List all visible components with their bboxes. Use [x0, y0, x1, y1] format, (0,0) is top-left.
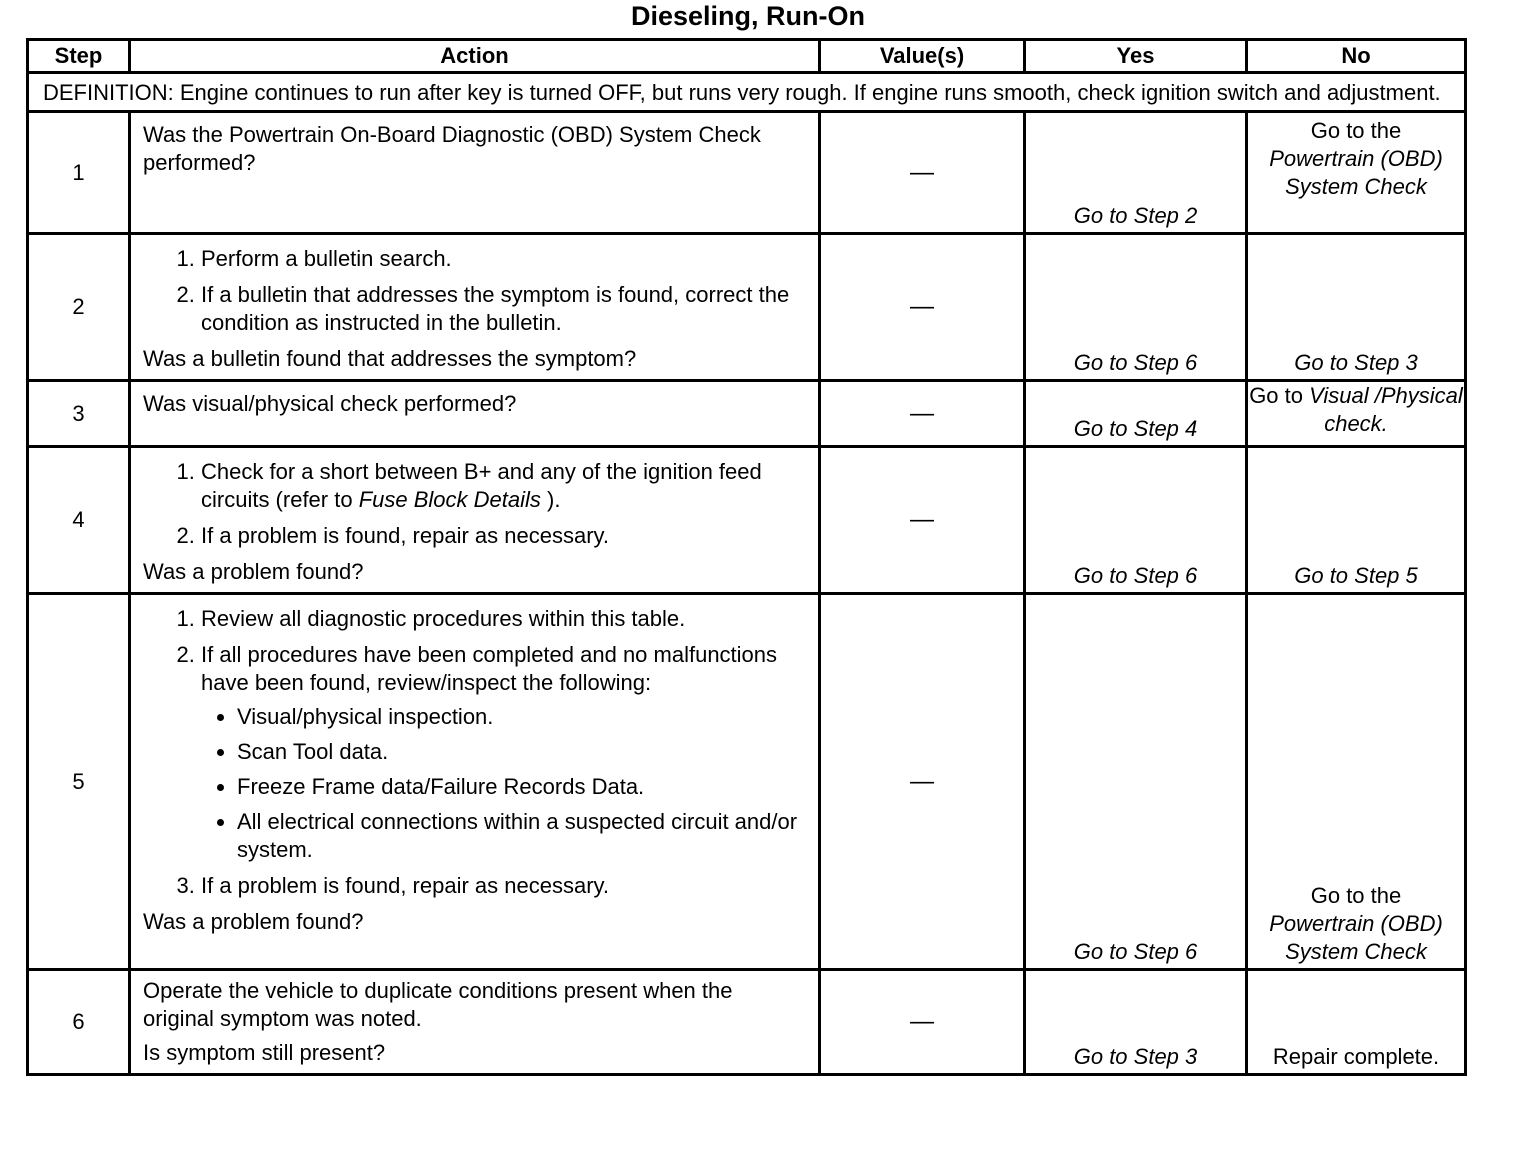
no-cell — [1247, 234, 1466, 381]
yes-link[interactable]: Go to Step 6 — [1073, 563, 1198, 588]
action-cell — [130, 447, 820, 594]
list-item: • Scan Tool data. — [237, 738, 808, 766]
action-cell — [130, 234, 820, 381]
action-question: Was visual/physical check performed? — [143, 391, 517, 416]
no-prefix: Go to — [1249, 383, 1303, 408]
page-title: Dieseling, Run-On — [630, 1, 865, 31]
no-link-text: Visual /Physical check. — [1309, 383, 1463, 436]
step-number: 1 — [28, 112, 130, 234]
no-link[interactable]: Go to Step 3 — [1294, 350, 1418, 375]
yes-link[interactable]: Go to Step 6 — [1073, 939, 1198, 964]
table-row — [28, 381, 1466, 447]
action-step-text: Check for a short between B+ and any of the ignition feed circuits (refer to — [201, 459, 762, 512]
yes-cell — [1025, 970, 1247, 1075]
no-cell — [1247, 112, 1466, 234]
action-cell — [130, 112, 820, 234]
no-link-text: Powertrain (OBD) System Check — [1269, 146, 1443, 199]
header-action: Action — [130, 40, 820, 73]
table-row — [28, 112, 1466, 234]
header-step: Step — [28, 40, 130, 73]
inspect-list — [201, 703, 808, 864]
yes-link[interactable]: Go to Step 3 — [1073, 1044, 1198, 1069]
no-link[interactable] — [1248, 382, 1464, 438]
no-cell — [1247, 594, 1466, 970]
action-cell — [130, 970, 820, 1075]
yes-cell — [1025, 447, 1247, 594]
value-cell: — — [820, 112, 1025, 234]
action-step: 1. Review all diagnostic procedures within this table. — [201, 605, 808, 633]
yes-link[interactable]: Go to Step 2 — [1073, 203, 1198, 228]
table-row — [28, 234, 1466, 381]
action-steps — [143, 458, 808, 550]
yes-link[interactable]: Go to Step 6 — [1073, 350, 1198, 375]
action-question: Is symptom still present? — [143, 1040, 386, 1065]
step-number: 3 — [28, 381, 130, 447]
action-step: 1. Perform a bulletin search. — [201, 245, 808, 273]
header-values: Value(s) — [820, 40, 1025, 73]
action-cell — [130, 381, 820, 447]
action-step — [201, 641, 808, 864]
action-step-suffix: ). — [547, 487, 561, 512]
action-question: Was the Powertrain On-Board Diagnostic (OBD) System Check performed? — [143, 122, 761, 175]
list-item: • All electrical connections within a suspected circuit and/or system. — [237, 808, 808, 864]
no-link-text: Powertrain (OBD) System Check — [1269, 911, 1443, 964]
table-row — [28, 594, 1466, 970]
table-row — [28, 970, 1466, 1075]
no-cell — [1247, 381, 1466, 447]
yes-cell — [1025, 381, 1247, 447]
action-text: Operate the vehicle to duplicate conditions present when the original symptom was noted. — [143, 978, 733, 1031]
step-number: 5 — [28, 594, 130, 970]
action-question: Was a problem found? — [143, 559, 364, 584]
value-cell: — — [820, 381, 1025, 447]
step-number: 4 — [28, 447, 130, 594]
no-result: Repair complete. — [1272, 1044, 1440, 1069]
definition-row — [28, 73, 1466, 112]
no-prefix: Go to the — [1310, 883, 1402, 908]
no-link[interactable] — [1248, 113, 1464, 201]
value-cell: — — [820, 594, 1025, 970]
action-step-text: If all procedures have been completed and no malfunctions have been found, review/inspect the following: — [201, 642, 778, 695]
table-row — [28, 447, 1466, 594]
yes-cell — [1025, 594, 1247, 970]
list-item: • Visual/physical inspection. — [237, 703, 808, 731]
no-cell — [1247, 447, 1466, 594]
list-item: • Freeze Frame data/Failure Records Data. — [237, 773, 808, 801]
no-link[interactable] — [1248, 882, 1464, 966]
header-no: No — [1247, 40, 1466, 73]
action-cell — [130, 594, 820, 970]
action-steps — [143, 245, 808, 337]
action-question: Was a bulletin found that addresses the symptom? — [143, 346, 637, 371]
step-number: 2 — [28, 234, 130, 381]
action-step — [201, 458, 808, 514]
action-question: Was a problem found? — [143, 909, 364, 934]
yes-cell — [1025, 234, 1247, 381]
step-number: 6 — [28, 970, 130, 1075]
header-row — [28, 40, 1466, 73]
action-steps — [143, 605, 808, 900]
value-cell: — — [820, 234, 1025, 381]
no-cell — [1247, 970, 1466, 1075]
no-prefix: Go to the — [1310, 118, 1402, 143]
header-yes: Yes — [1025, 40, 1247, 73]
action-step: 2. If a problem is found, repair as necessary. — [201, 522, 808, 550]
no-link[interactable]: Go to Step 5 — [1294, 563, 1418, 588]
definition-text: DEFINITION: Engine continues to run after key is turned OFF, but runs very rough. If engine runs smooth, check ignition switch and adjustment. — [28, 73, 1466, 112]
action-step: 2. If a bulletin that addresses the symptom is found, correct the condition as instructed in the bulletin. — [201, 281, 808, 337]
value-cell: — — [820, 447, 1025, 594]
value-cell: — — [820, 970, 1025, 1075]
fuse-block-details-link[interactable]: Fuse Block Details — [358, 487, 541, 512]
yes-link[interactable]: Go to Step 4 — [1073, 416, 1198, 441]
diagnostic-table — [26, 38, 1467, 1076]
yes-cell — [1025, 112, 1247, 234]
action-step: 3. If a problem is found, repair as necessary. — [201, 872, 808, 900]
